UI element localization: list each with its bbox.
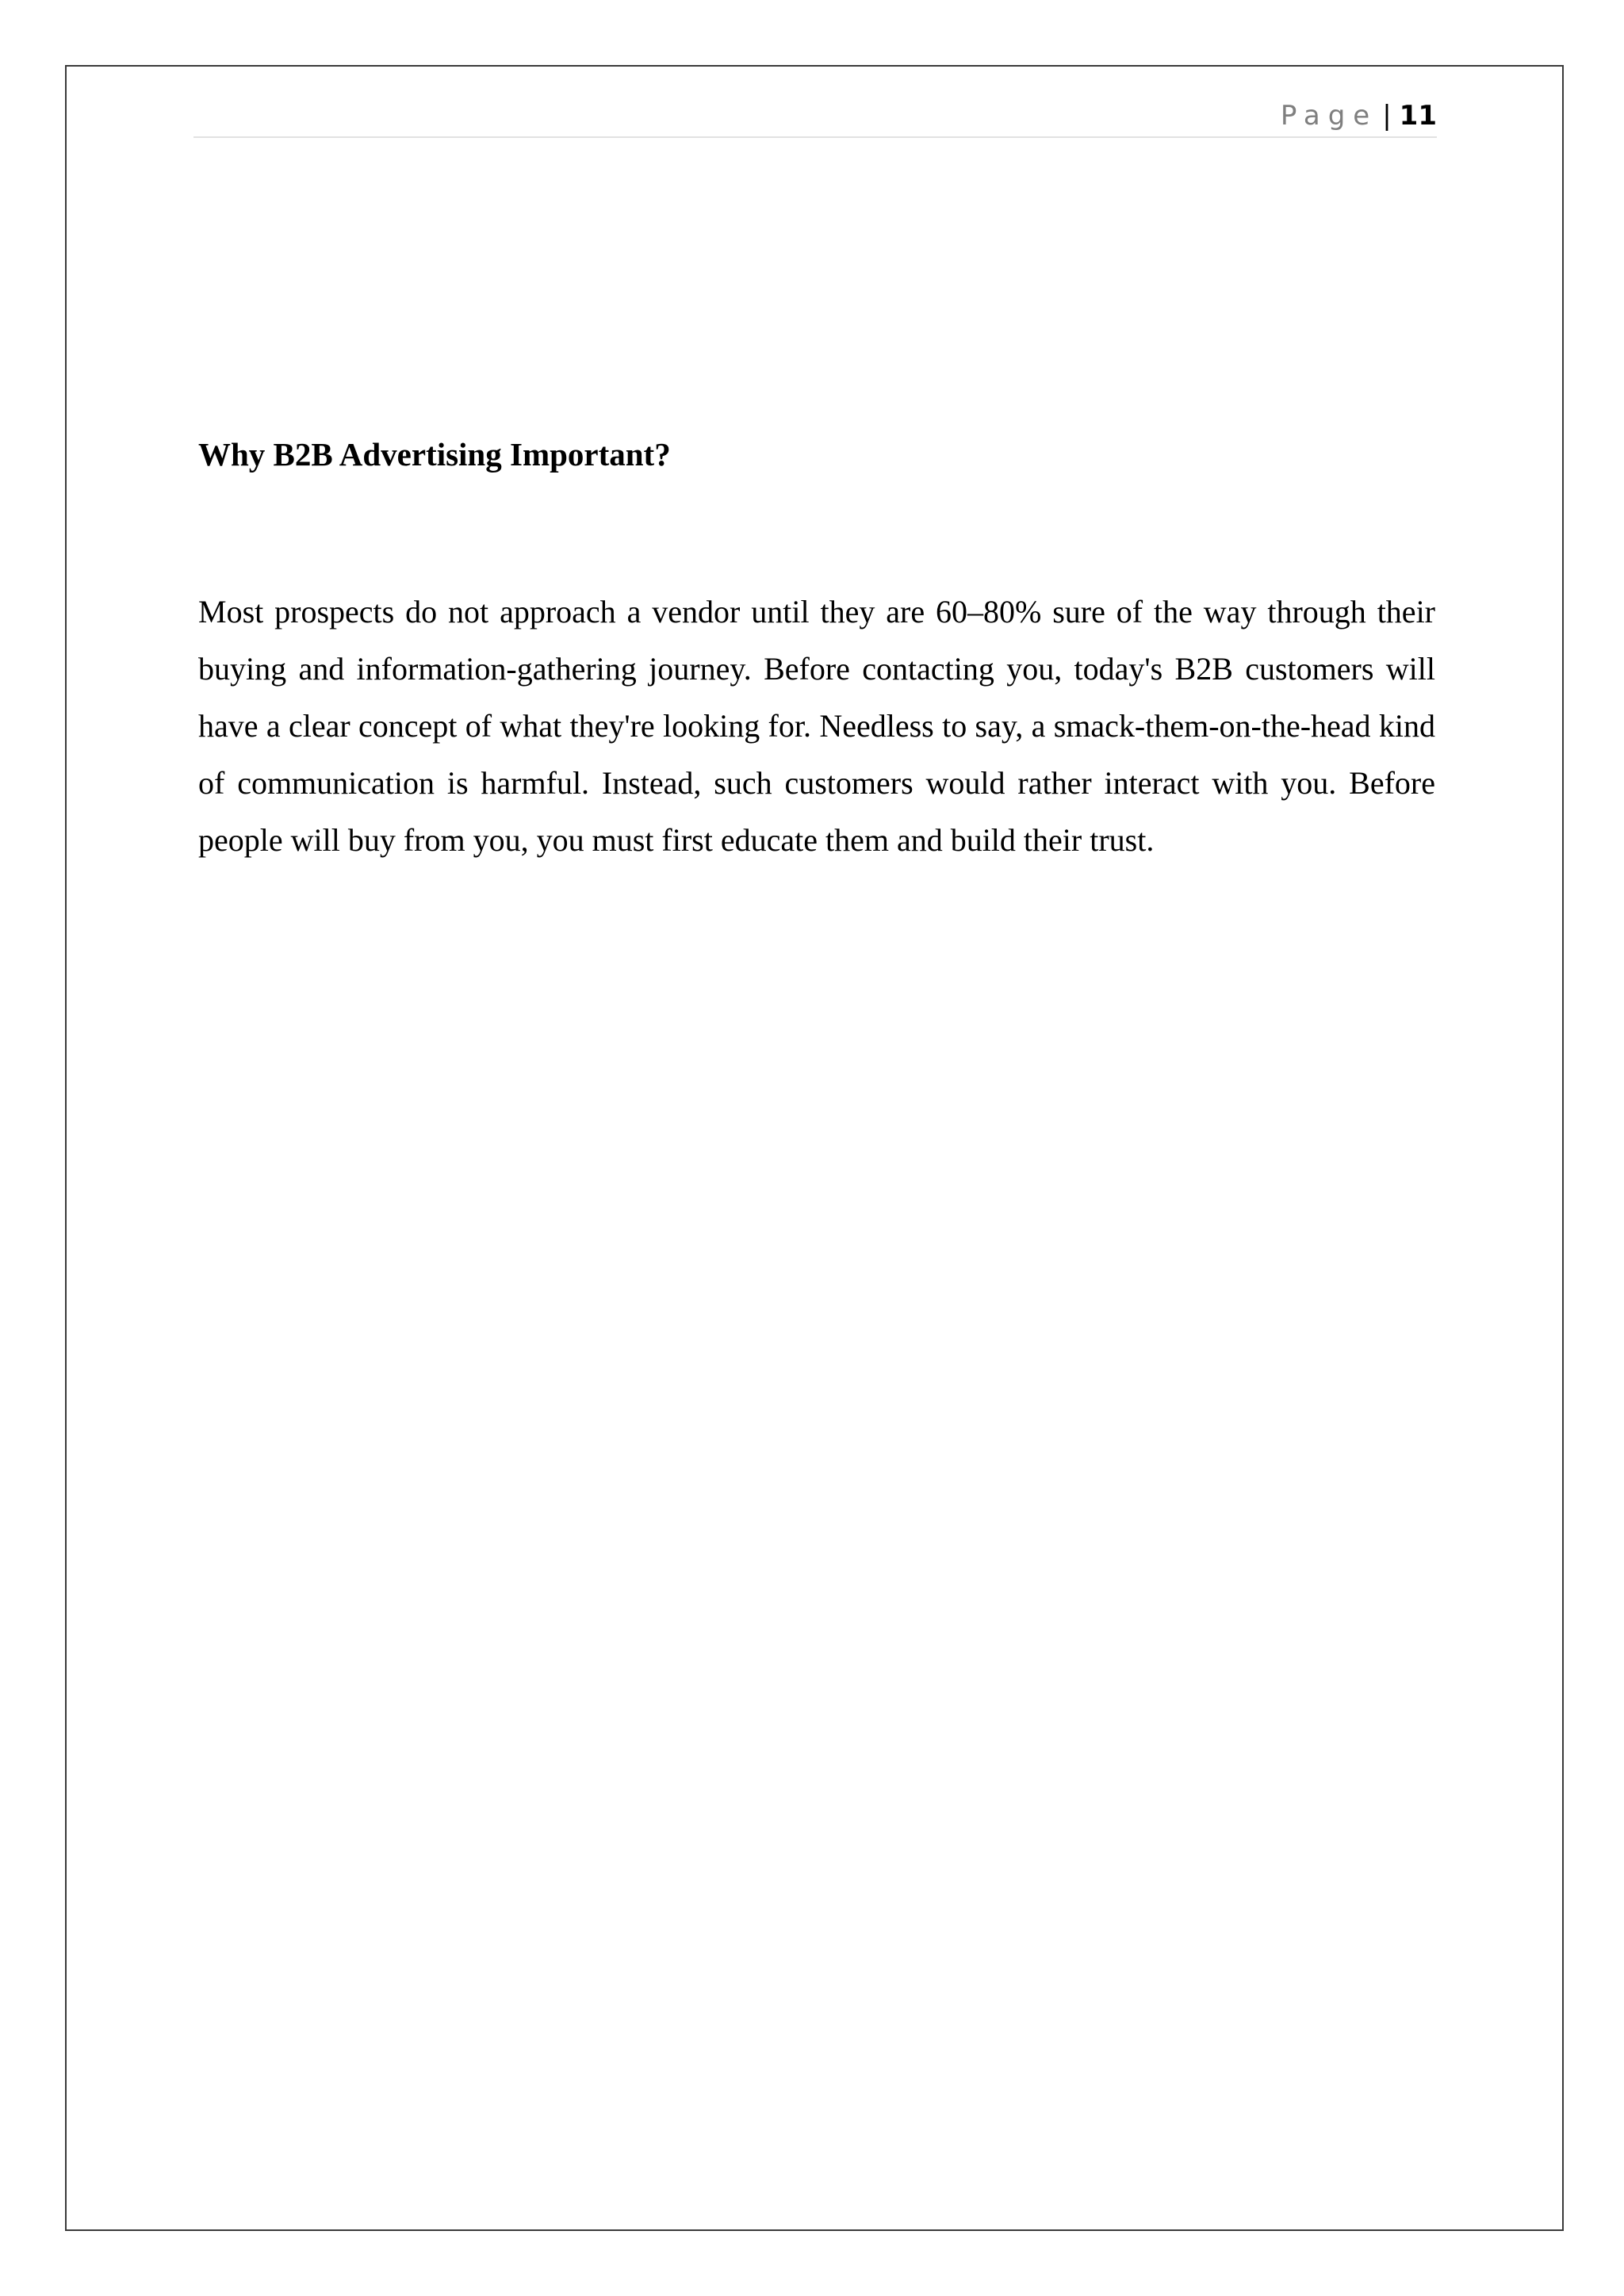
body-paragraph: Most prospects do not approach a vendor until they are 60–80% sure of the way through their buying and information-gathering journey. Before contacting you, today's B2B customers will have a clear concept of what they're looking for. Needless to say, a smack-them-on-the-head kind of communication is harmful. Instead, such customers would rather interact with you. Before people will buy from you, you must first educate them and build their trust.: [198, 594, 1435, 858]
page-label: Page: [1280, 100, 1378, 132]
section-heading: Why B2B Advertising Important?: [198, 436, 671, 473]
page-border: [65, 65, 1564, 2231]
page-separator: |: [1382, 100, 1392, 132]
page-header: [193, 94, 1437, 138]
page-number: 11: [1399, 100, 1437, 132]
